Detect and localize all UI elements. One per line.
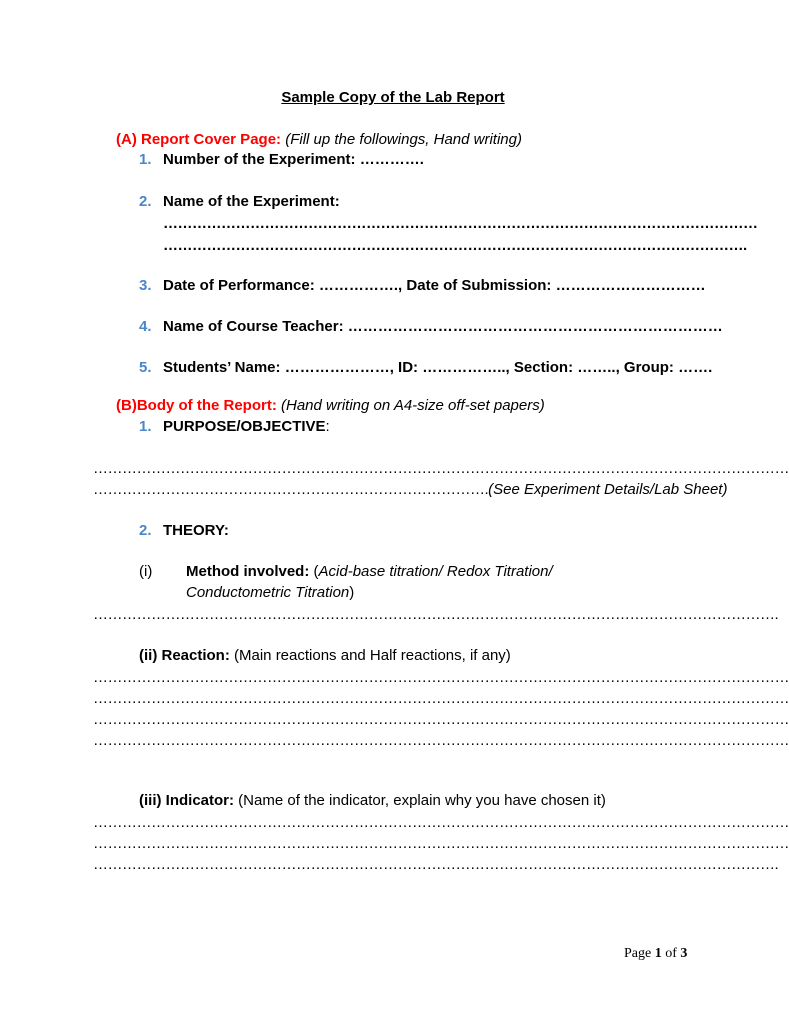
item-dates — [139, 276, 706, 296]
purpose-colon: : — [325, 418, 330, 435]
blank-line: ……………………………………………………………………………………………………………………………… — [93, 669, 789, 686]
item-blank-line: …………………………………………………………………………………………………………. — [163, 237, 747, 254]
method-close-paren: ) — [349, 584, 355, 601]
section-b-note: (Hand writing on A4-size off-set papers) — [281, 397, 545, 414]
item-number: 1. — [139, 418, 152, 435]
blank-line: ……………………………………………………………………………………………………………………………… — [93, 690, 789, 707]
item-number: 5. — [139, 359, 152, 376]
blank-line: ……………………………………………………………………………………………………………………………… — [93, 711, 789, 728]
indicator-heading — [139, 791, 606, 811]
method-roman: (i) — [139, 563, 153, 580]
item-blank: ……………., — [318, 277, 407, 294]
item-number: 2. — [139, 522, 152, 539]
section-b-letter: (B) — [116, 397, 137, 414]
item-blank: …………………, — [284, 359, 399, 376]
of-word: of — [665, 946, 677, 961]
item-blank: …………….., — [422, 359, 514, 376]
item-number: 2. — [139, 193, 152, 210]
page-word: Page — [624, 946, 652, 961]
section-b-header — [116, 396, 545, 416]
item-label: Students’ Name: — [163, 359, 281, 376]
item-blank: ……. — [678, 359, 713, 376]
item-number: 4. — [139, 318, 152, 335]
blank-line: ……………………………………………………………………………………………………………………………… — [93, 732, 789, 749]
blank-line: ……………………………………………………………………………………………………………………………… — [93, 814, 789, 831]
blank-line: ……………………………………………………………………………………………………………………………… — [93, 460, 789, 477]
reaction-description: (Main reactions and Half reactions, if any) — [234, 647, 511, 664]
item-label: Date of Performance: — [163, 277, 315, 294]
item-label: Group: — [623, 359, 674, 376]
item-course-teacher — [139, 317, 723, 337]
item-label: Name of Course Teacher: — [163, 318, 344, 335]
method-label: Method involved: — [186, 563, 310, 580]
item-label: ID: — [398, 359, 419, 376]
item-blank-line: …………………………………………………………………………………………………………… — [163, 215, 758, 232]
theory-heading — [139, 521, 229, 541]
purpose-label: PURPOSE/OBJECTIVE — [163, 418, 326, 435]
indicator-label: (iii) Indicator: — [139, 792, 234, 809]
item-experiment-name — [139, 192, 340, 212]
blank-line: ……………………………………………………………………………………………………………………………. — [93, 606, 779, 623]
total-pages: 3 — [680, 946, 688, 961]
item-number: 3. — [139, 277, 152, 294]
item-blank: …………. — [359, 151, 424, 168]
method-description: Acid-base titration/ Redox Titration/ — [318, 563, 553, 580]
blank-line: ………………………………………………………………………. — [93, 481, 489, 498]
item-experiment-number — [139, 150, 424, 170]
item-blank: ………………………… — [555, 277, 706, 294]
purpose-reference-line — [93, 480, 727, 500]
blank-line: ……………………………………………………………………………………………………………………………… — [93, 835, 789, 852]
item-label: Name of the Experiment: — [163, 193, 340, 210]
purpose-heading — [139, 417, 330, 437]
item-number: 1. — [139, 151, 152, 168]
method-line-2 — [186, 583, 354, 603]
section-b-heading: Body of the Report: — [136, 397, 277, 414]
item-label: Section: — [513, 359, 574, 376]
theory-label: THEORY: — [163, 522, 229, 539]
reaction-label: (ii) Reaction: — [139, 647, 230, 664]
item-label: Number of the Experiment: — [163, 151, 356, 168]
item-student-info — [139, 358, 712, 378]
page-footer — [624, 944, 687, 964]
section-a-note: (Fill up the followings, Hand writing) — [285, 131, 522, 148]
purpose-reference: (See Experiment Details/Lab Sheet) — [488, 481, 728, 498]
page-title: Sample Copy of the Lab Report — [281, 89, 505, 106]
section-a-header — [116, 130, 522, 150]
blank-line: ……………………………………………………………………………………………………………………………. — [93, 856, 779, 873]
method-description: Conductometric Titration — [186, 584, 350, 601]
method-open-paren: ( — [313, 563, 319, 580]
item-blank: ………………………………………………………………… — [347, 318, 723, 335]
section-a-heading: Report Cover Page: — [141, 131, 282, 148]
indicator-description: (Name of the indicator, explain why you have chosen it) — [238, 792, 606, 809]
item-blank: …….., — [577, 359, 624, 376]
section-a-letter: (A) — [116, 131, 137, 148]
reaction-heading — [139, 646, 511, 666]
method-line-1 — [186, 562, 553, 582]
current-page-number: 1 — [654, 946, 662, 961]
item-label: Date of Submission: — [406, 277, 552, 294]
